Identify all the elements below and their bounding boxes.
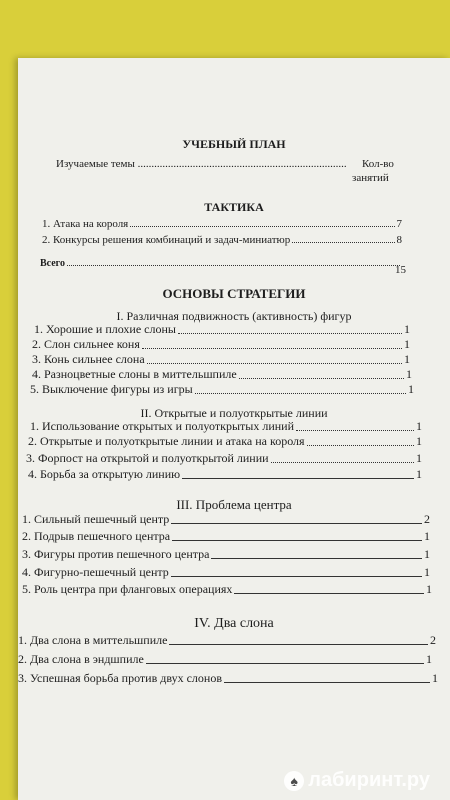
strategy-item: 4. Борьба за открытую линию 1 [28, 467, 422, 481]
strategy-item: 2. Подрыв пешечного центра 1 [22, 529, 430, 543]
strategy-item: 1. Два слона в миттельшпиле 2 [18, 633, 436, 647]
strategy-item: 2. Два слона в эндшпиле 1 [18, 652, 432, 666]
section-title: I. Различная подвижность (активность) фигур [116, 309, 352, 323]
plan-header-left: Изучаемые темы ............................................................................ [56, 158, 347, 170]
plan-title: УЧЕБНЫЙ ПЛАН [182, 137, 286, 151]
tactics-total-count: 15 [395, 264, 406, 276]
strategy-item: 4. Разноцветные слоны в миттельшпиле 1 [32, 367, 412, 381]
strategy-item: 2. Слон сильнее коня 1 [32, 337, 410, 351]
tactics-heading: ТАКТИКА [204, 200, 264, 214]
strategy-item: 2. Открытые и полуоткрытые линии и атака на короля 1 [28, 434, 422, 448]
labirint-watermark: ♠ лабиринт.ру [284, 769, 430, 792]
strategy-item: 5. Выключение фигуры из игры 1 [30, 382, 414, 396]
strategy-item: 1. Хорошие и плохие слоны 1 [34, 322, 410, 336]
section-title: III. Проблема центра [176, 497, 292, 512]
strategy-item: 1. Использование открытых и полуоткрытых линий 1 [30, 419, 422, 433]
tactics-item: 2. Конкурсы решения комбинаций и задач-миниатюр 8 [42, 234, 402, 246]
plan-header-count: Кол-во [362, 158, 394, 170]
strategy-item: 3. Конь сильнее слона 1 [32, 352, 410, 366]
section-title: II. Открытые и полуоткрытые линии [140, 406, 328, 420]
strategy-item: 1. Сильный пешечный центр 2 [22, 512, 430, 526]
tactics-total: Всего [40, 258, 402, 269]
tactics-item: 1. Атака на короля 7 [42, 218, 402, 230]
strategy-item: 5. Роль центра при фланговых операциях 1 [22, 582, 432, 596]
strategy-item: 3. Форпост на открытой и полуоткрытой линии 1 [26, 451, 422, 465]
strategy-item: 3. Успешная борьба против двух слонов 1 [18, 671, 438, 685]
strategy-heading: ОСНОВЫ СТРАТЕГИИ [162, 286, 306, 301]
plan-header-lessons: занятий [352, 172, 389, 184]
document-page [18, 58, 450, 800]
labirint-logo-icon: ♠ [284, 771, 304, 791]
section-title: IV. Два слона [194, 616, 274, 631]
strategy-item: 4. Фигурно-пешечный центр 1 [22, 565, 430, 579]
strategy-item: 3. Фигуры против пешечного центра 1 [22, 547, 430, 561]
